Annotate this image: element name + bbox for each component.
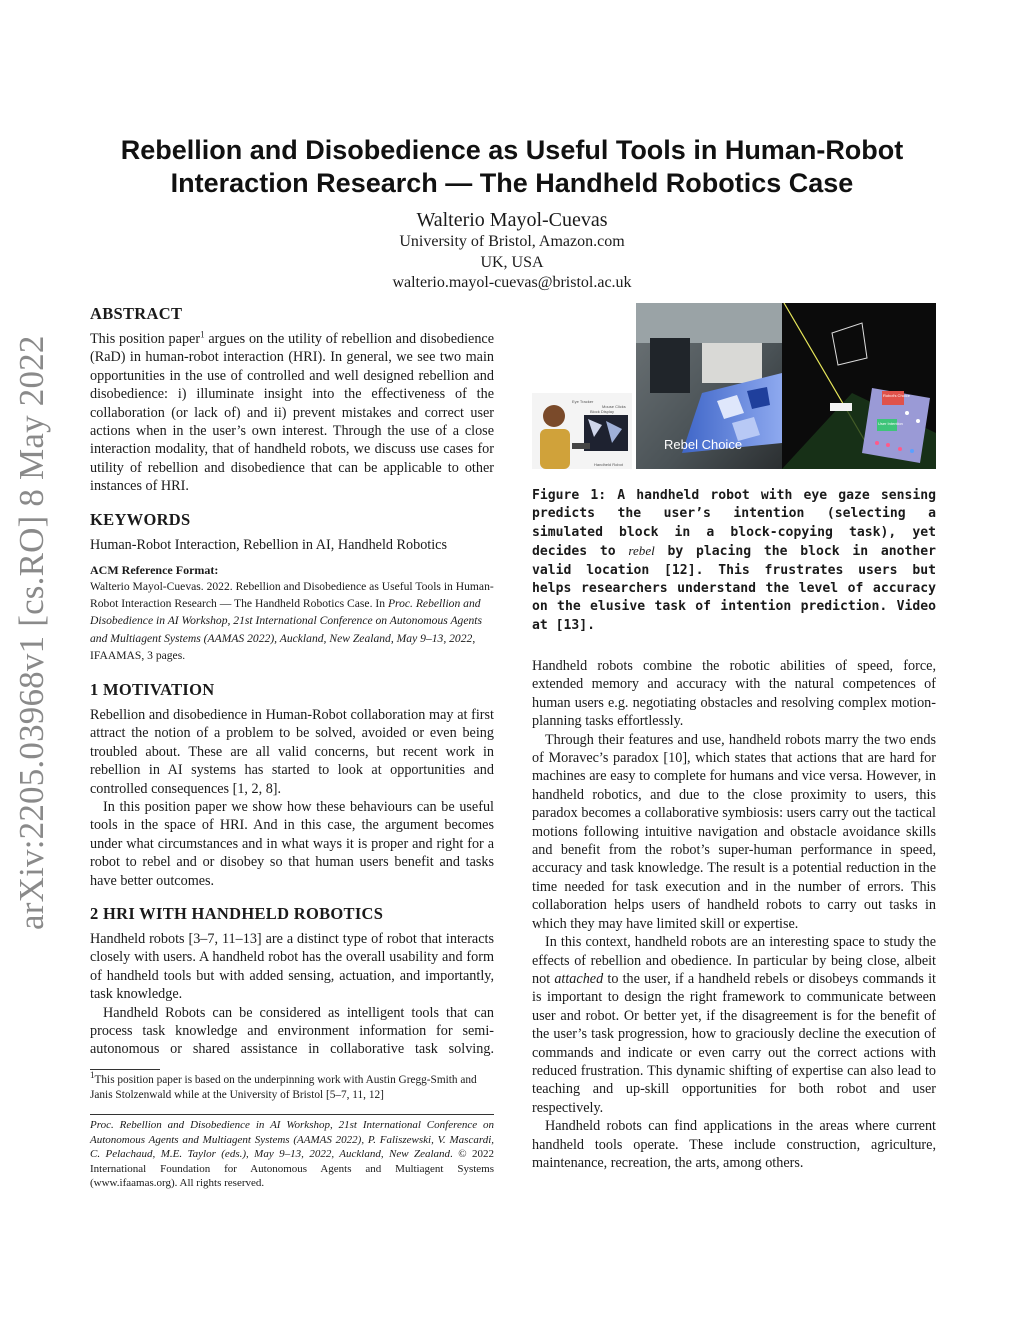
- section-1-heading: 1 MOTIVATION: [90, 680, 215, 699]
- keywords-text: Human-Robot Interaction, Rebellion in AI, Handheld Robotics: [90, 537, 447, 553]
- robot-choice-label: Robot's Choice: [883, 393, 910, 398]
- abstract-text-a: This position paper: [90, 331, 201, 347]
- copyright-venue: Proc. Rebellion and Disobedience in AI Workshop, 21st International Conference on Autonomous Agents and Multiagent Systems (AAMAS 2022), P. Faliszewski, V. Mascardi, C. Pelachaud, M.E. Taylor (eds.), May 9–13, 2022, Auckland, New Zealand: [90, 1119, 494, 1160]
- footnote-marker[interactable]: 1: [200, 329, 205, 340]
- right-paragraph-1: Handheld robots combine the robotic abilities of speed, force, extended memory and accuracy with the natural competences of human users e.g. negotiating obstacles and resolving complex motion-planning tasks effortlessly.: [532, 658, 936, 730]
- right-paragraph-4: Handheld robots can find applications in the areas where current handheld tools operate. These include construction, agriculture, maintenance, recreation, the arts, among others.: [532, 1118, 936, 1171]
- author-email[interactable]: walterio.mayol-cuevas@bristol.ac.uk: [392, 274, 632, 291]
- person-head: [543, 405, 565, 427]
- copyright-block: [90, 1118, 494, 1191]
- acm-reference-heading: ACM Reference Format:: [90, 563, 219, 577]
- abstract-text-b: argues on the utility of rebellion and disobedience (RaD) in human-robot interaction (HRI). In general, we see two main opportunities in the use of controlled and well designed rebellion and disobedience: i) illuminate insight into the effectiveness of the collaboration (or lack of) and ii) prevent mistakes and correct user actions when in the user’s own interest. Through the use of a close interaction modality, that of handheld robots, we discuss use cases for utility of rebellion and disobedience that can be applicable to other instances of HRI.: [90, 331, 495, 495]
- footnote: [90, 1070, 494, 1103]
- section-2-paragraph-1: Handheld robots [3–7, 11–13] are a distinct type of robot that interacts closely with users. A handheld robot has the overall usability and form of handheld tools but with added sensing, actuation, and importantly, task knowledge.: [90, 931, 494, 1003]
- keywords-heading: KEYWORDS: [90, 510, 191, 529]
- affiliation-1: University of Bristol, Amazon.com: [399, 233, 625, 250]
- section-1-paragraph-2: In this position paper we show how these behaviours can be useful tools in the space of HRI. And in this case, the argument becomes under what circumstances and in what ways it is proper and right for a robot to rebel and or disobey so that human users benefit and tasks have better outcomes.: [90, 799, 494, 889]
- rebel-choice-overlay: Rebel Choice: [664, 437, 743, 452]
- caption-text-a: Figure 1: A handheld robot with eye gaze sensing predicts the user’s intention (selecting a simulated block in a block-copying task), yet decides to: [532, 488, 936, 560]
- right-column-body: [532, 657, 936, 1172]
- right-paragraph-3-b: to the user, if a handheld rebels or disobeys commands it is important to design the right framework to communicate between user and robot. Or better yet, if the disagreement is for the benefit of the user’s task progression, how to graciously decline the execution of commands and indicate or even carry out the correct actions with reduced frustration. This dynamic shifting of expertise can also lead to teaching and up-skill opportunities for both robot and user respectively.: [532, 970, 936, 1116]
- caption-italic: rebel: [628, 543, 655, 559]
- user-intention-label: User Intention: [878, 421, 903, 426]
- person-shirt: [540, 429, 570, 469]
- right-paragraph-3: [532, 933, 936, 1117]
- footnote-mark: 1: [90, 1070, 95, 1081]
- right-paragraph-2: Through their features and use, handheld robots marry the two ends of Moravec’s paradox [10], which states that actions that are hard for machines are easy to complete for humans and vice versa. However, in handheld robotics, and due to the close proximity to users, this paradox becomes a collaborative symbiosis: users carry out the tactical motions following intuitive navigation and obstacle avoidance skills and benefit from the robot’s super-human performance in speed, accuracy and task knowledge. The result is a potential reduction in the time needed for task execution and in the number of errors. This collaboration helps users of handheld robots to carry out tasks in which they may have limited skill or expertise.: [532, 731, 936, 932]
- section-2-body: [90, 930, 494, 1059]
- title-line-1: Rebellion and Disobedience as Useful Tools in Human-Robot: [120, 135, 904, 165]
- inset-label-handheld-robot: Handheld Robot: [594, 462, 623, 467]
- right-paragraph-3-italic: attached: [554, 970, 604, 987]
- copyright-rule: [90, 1114, 494, 1115]
- acm-text-italic: Proc. Rebellion and Disobedience in AI Workshop, 21st International Conference on Autonomous Agents and Multiagent Systems (AAMAS 2022), Auckland, New Zealand, May 9–13, 2022: [90, 597, 483, 645]
- paper-title: [100, 134, 924, 200]
- figure-1: [532, 303, 936, 469]
- inset-label-mouse-clicks: Mouse Clicks: [602, 404, 626, 409]
- section-1-paragraph-1: Rebellion and disobedience in Human-Robot collaboration may at first attract the notion of a problem to be solved, avoided or even being troubled about. These are all valid concerns, but recent work in rebellion in AI systems has started to look at opportunities and controlled consequences [1, 2, 8].: [90, 707, 494, 797]
- right-paragraph-3-a: In this context, handheld robots are an interesting space to study the effects of rebellion and obedience. In particular by being close, albeit not: [532, 934, 936, 987]
- author-name: Walterio Mayol-Cuevas: [416, 209, 608, 231]
- inset-label-eye-tracker: Eye Tracker: [572, 399, 594, 404]
- section-2-heading: 2 HRI WITH HANDHELD ROBOTICS: [90, 904, 384, 923]
- arxiv-identifier: arXiv:2205.03968v1 [cs.RO] 8 May 2022: [12, 335, 51, 930]
- figure-1-caption: [532, 487, 936, 635]
- caption-text-b: by placing the block in another valid location [12]. This frustrates users but helps researchers understand the level of accuracy on the elusive task of intention prediction. Video at [13].: [532, 544, 937, 633]
- acm-text-b: , IFAAMAS, 3 pages.: [90, 631, 476, 662]
- abstract-heading: ABSTRACT: [90, 304, 183, 323]
- title-line-2: Interaction Research — The Handheld Robotics Case: [170, 168, 854, 198]
- figure-1-image: [532, 303, 936, 469]
- section-2-paragraph-2: Handheld Robots can be considered as intelligent tools that can process task knowledge and environment information for semi-autonomous or shared assistance in collaborative task solving.: [90, 1004, 494, 1058]
- acm-text-a: Walterio Mayol-Cuevas. 2022. Rebellion and Disobedience as Useful Tools in Human-Robot Interaction Research — The Handheld Robotics Case. In: [90, 580, 494, 611]
- footnote-text: This position paper is based on the underpinning work with Austin Gregg-Smith and Janis Stolzenwald while at the University of Bristol [5–7, 11, 12]: [90, 1074, 477, 1101]
- copyright-rest: . © 2022 International Foundation for Autonomous Agents and Multiagent Systems (www.ifaamas.org). All rights reserved.: [90, 1148, 494, 1189]
- section-1-body: [90, 706, 494, 890]
- affiliation-2: UK, USA: [480, 254, 544, 271]
- abstract-body: [90, 330, 494, 496]
- footnote-rule: [90, 1069, 160, 1070]
- inset-label-block-display: Block Display: [590, 409, 615, 414]
- acm-reference-text: [90, 578, 494, 664]
